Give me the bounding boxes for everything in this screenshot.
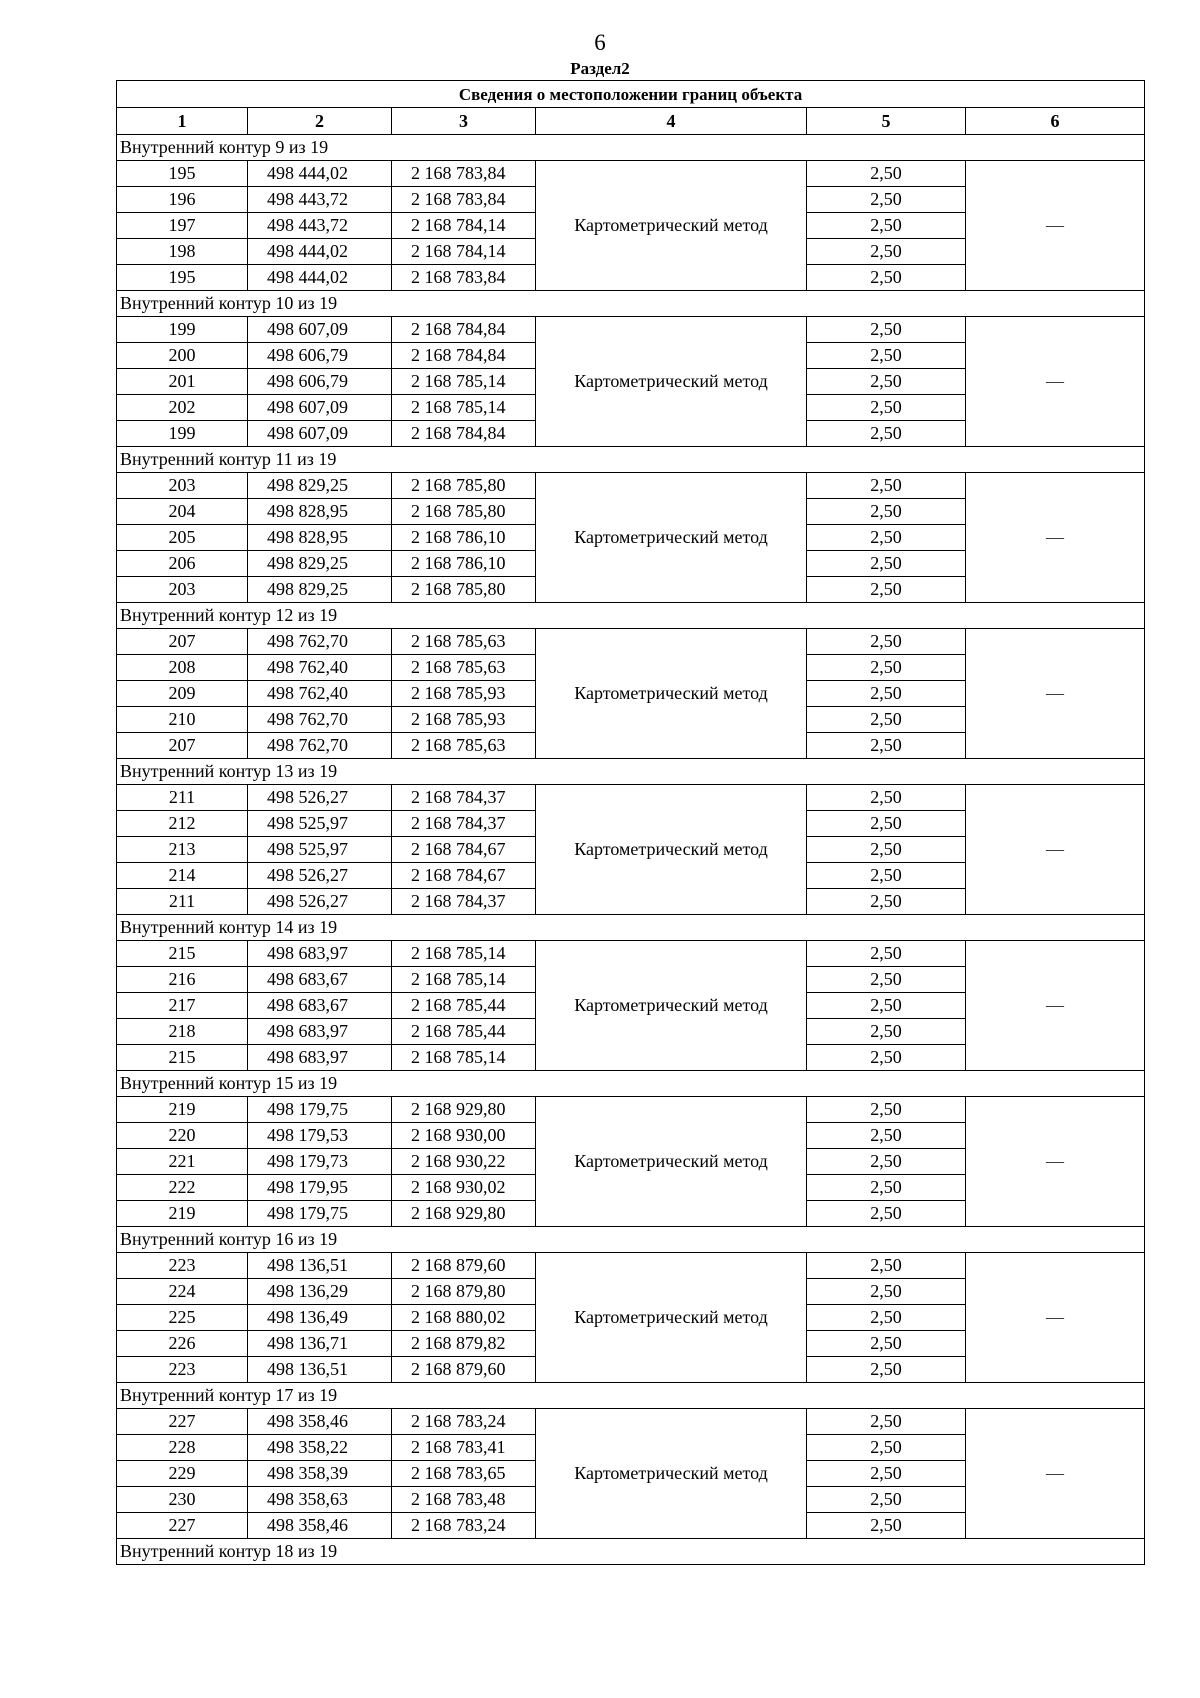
contour-label: Внутренний контур 15 из 19	[117, 1071, 1145, 1097]
accuracy-value: 2,50	[807, 629, 966, 655]
accuracy-value: 2,50	[807, 317, 966, 343]
contour-header-row	[117, 291, 1145, 317]
point-number: 211	[117, 889, 248, 915]
coordinate-y: 2 168 785,63	[392, 733, 536, 759]
coordinate-x: 498 136,49	[248, 1305, 392, 1331]
table-row	[117, 1097, 1145, 1123]
coordinate-y: 2 168 786,10	[392, 525, 536, 551]
contour-header-row	[117, 1227, 1145, 1253]
contour-label: Внутренний контур 17 из 19	[117, 1383, 1145, 1409]
coordinate-x: 498 525,97	[248, 811, 392, 837]
accuracy-value: 2,50	[807, 655, 966, 681]
accuracy-value: 2,50	[807, 707, 966, 733]
accuracy-value: 2,50	[807, 1123, 966, 1149]
method-cell: Картометрический метод	[536, 1253, 807, 1383]
point-number: 219	[117, 1097, 248, 1123]
coordinate-x: 498 762,70	[248, 707, 392, 733]
point-number: 199	[117, 421, 248, 447]
accuracy-value: 2,50	[807, 213, 966, 239]
coordinate-y: 2 168 783,41	[392, 1435, 536, 1461]
contour-label: Внутренний контур 14 из 19	[117, 915, 1145, 941]
contour-label: Внутренний контур 11 из 19	[117, 447, 1145, 473]
coordinate-x: 498 136,71	[248, 1331, 392, 1357]
note-cell: —	[966, 1409, 1145, 1539]
coordinate-x: 498 828,95	[248, 525, 392, 551]
coordinate-y: 2 168 929,80	[392, 1201, 536, 1227]
coordinate-x: 498 358,46	[248, 1409, 392, 1435]
column-header: 6	[966, 108, 1145, 135]
coordinate-x: 498 607,09	[248, 395, 392, 421]
point-number: 220	[117, 1123, 248, 1149]
accuracy-value: 2,50	[807, 681, 966, 707]
point-number: 227	[117, 1513, 248, 1539]
coordinate-y: 2 168 783,24	[392, 1513, 536, 1539]
coordinate-x: 498 136,51	[248, 1253, 392, 1279]
coordinate-y: 2 168 784,67	[392, 837, 536, 863]
coordinate-x: 498 762,70	[248, 629, 392, 655]
coordinate-y: 2 168 930,00	[392, 1123, 536, 1149]
coordinate-y: 2 168 879,80	[392, 1279, 536, 1305]
accuracy-value: 2,50	[807, 239, 966, 265]
coordinate-y: 2 168 785,63	[392, 655, 536, 681]
contour-label: Внутренний контур 13 из 19	[117, 759, 1145, 785]
accuracy-value: 2,50	[807, 1279, 966, 1305]
accuracy-value: 2,50	[807, 577, 966, 603]
point-number: 216	[117, 967, 248, 993]
point-number: 207	[117, 629, 248, 655]
accuracy-value: 2,50	[807, 1045, 966, 1071]
point-number: 204	[117, 499, 248, 525]
coordinate-y: 2 168 785,93	[392, 681, 536, 707]
accuracy-value: 2,50	[807, 1487, 966, 1513]
coordinate-y: 2 168 784,14	[392, 239, 536, 265]
note-cell: —	[966, 161, 1145, 291]
coordinate-x: 498 829,25	[248, 551, 392, 577]
boundary-table	[116, 80, 1145, 1565]
coordinate-x: 498 179,75	[248, 1201, 392, 1227]
coordinate-y: 2 168 785,14	[392, 941, 536, 967]
accuracy-value: 2,50	[807, 551, 966, 577]
method-cell: Картометрический метод	[536, 1097, 807, 1227]
point-number: 200	[117, 343, 248, 369]
point-number: 213	[117, 837, 248, 863]
coordinate-y: 2 168 783,84	[392, 187, 536, 213]
table-title: Сведения о местоположении границ объекта	[117, 81, 1145, 108]
coordinate-y: 2 168 784,37	[392, 811, 536, 837]
note-cell: —	[966, 629, 1145, 759]
accuracy-value: 2,50	[807, 1149, 966, 1175]
column-header: 2	[248, 108, 392, 135]
point-number: 225	[117, 1305, 248, 1331]
coordinate-y: 2 168 785,80	[392, 473, 536, 499]
accuracy-value: 2,50	[807, 421, 966, 447]
section-title: Раздел2	[570, 59, 630, 78]
table-row	[117, 317, 1145, 343]
coordinate-x: 498 444,02	[248, 161, 392, 187]
accuracy-value: 2,50	[807, 889, 966, 915]
coordinate-y: 2 168 784,67	[392, 863, 536, 889]
point-number: 202	[117, 395, 248, 421]
point-number: 197	[117, 213, 248, 239]
accuracy-value: 2,50	[807, 1305, 966, 1331]
column-header: 1	[117, 108, 248, 135]
method-cell: Картометрический метод	[536, 161, 807, 291]
table-row	[117, 941, 1145, 967]
coordinate-y: 2 168 930,02	[392, 1175, 536, 1201]
point-number: 222	[117, 1175, 248, 1201]
coordinate-y: 2 168 784,84	[392, 421, 536, 447]
coordinate-x: 498 526,27	[248, 785, 392, 811]
coordinate-y: 2 168 783,84	[392, 161, 536, 187]
table-title-row	[117, 81, 1145, 108]
coordinate-x: 498 829,25	[248, 577, 392, 603]
point-number: 228	[117, 1435, 248, 1461]
coordinate-x: 498 136,51	[248, 1357, 392, 1383]
accuracy-value: 2,50	[807, 967, 966, 993]
column-header: 5	[807, 108, 966, 135]
note-cell: —	[966, 317, 1145, 447]
coordinate-y: 2 168 785,80	[392, 577, 536, 603]
coordinate-y: 2 168 784,84	[392, 343, 536, 369]
method-cell: Картометрический метод	[536, 473, 807, 603]
accuracy-value: 2,50	[807, 811, 966, 837]
table-body	[117, 81, 1145, 1565]
coordinate-y: 2 168 785,14	[392, 395, 536, 421]
column-header: 3	[392, 108, 536, 135]
table-row	[117, 161, 1145, 187]
contour-label: Внутренний контур 10 из 19	[117, 291, 1145, 317]
coordinate-x: 498 443,72	[248, 187, 392, 213]
point-number: 203	[117, 473, 248, 499]
coordinate-x: 498 358,46	[248, 1513, 392, 1539]
accuracy-value: 2,50	[807, 1019, 966, 1045]
accuracy-value: 2,50	[807, 1513, 966, 1539]
coordinate-y: 2 168 786,10	[392, 551, 536, 577]
accuracy-value: 2,50	[807, 785, 966, 811]
accuracy-value: 2,50	[807, 473, 966, 499]
coordinate-y: 2 168 785,93	[392, 707, 536, 733]
point-number: 223	[117, 1253, 248, 1279]
contour-label: Внутренний контур 16 из 19	[117, 1227, 1145, 1253]
coordinate-x: 498 683,67	[248, 993, 392, 1019]
contour-header-row	[117, 759, 1145, 785]
point-number: 224	[117, 1279, 248, 1305]
point-number: 223	[117, 1357, 248, 1383]
contour-header-row	[117, 1539, 1145, 1565]
coordinate-y: 2 168 880,02	[392, 1305, 536, 1331]
table-row	[117, 785, 1145, 811]
coordinate-y: 2 168 879,82	[392, 1331, 536, 1357]
coordinate-x: 498 358,39	[248, 1461, 392, 1487]
point-number: 211	[117, 785, 248, 811]
note-cell: —	[966, 1097, 1145, 1227]
point-number: 205	[117, 525, 248, 551]
point-number: 215	[117, 1045, 248, 1071]
contour-header-row	[117, 1071, 1145, 1097]
accuracy-value: 2,50	[807, 993, 966, 1019]
coordinate-y: 2 168 783,65	[392, 1461, 536, 1487]
coordinate-x: 498 683,97	[248, 1019, 392, 1045]
point-number: 230	[117, 1487, 248, 1513]
accuracy-value: 2,50	[807, 187, 966, 213]
coordinate-x: 498 525,97	[248, 837, 392, 863]
coordinate-y: 2 168 784,14	[392, 213, 536, 239]
point-number: 195	[117, 265, 248, 291]
point-number: 215	[117, 941, 248, 967]
coordinate-x: 498 829,25	[248, 473, 392, 499]
coordinate-x: 498 179,75	[248, 1097, 392, 1123]
method-cell: Картометрический метод	[536, 785, 807, 915]
coordinate-x: 498 358,22	[248, 1435, 392, 1461]
method-cell: Картометрический метод	[536, 1409, 807, 1539]
point-number: 209	[117, 681, 248, 707]
coordinate-x: 498 683,97	[248, 1045, 392, 1071]
coordinate-y: 2 168 930,22	[392, 1149, 536, 1175]
point-number: 207	[117, 733, 248, 759]
point-number: 196	[117, 187, 248, 213]
coordinate-y: 2 168 785,63	[392, 629, 536, 655]
coordinate-x: 498 607,09	[248, 317, 392, 343]
point-number: 219	[117, 1201, 248, 1227]
coordinate-y: 2 168 784,84	[392, 317, 536, 343]
coordinate-x: 498 179,53	[248, 1123, 392, 1149]
accuracy-value: 2,50	[807, 395, 966, 421]
coordinate-y: 2 168 784,37	[392, 785, 536, 811]
coordinate-y: 2 168 929,80	[392, 1097, 536, 1123]
contour-label: Внутренний контур 12 из 19	[117, 603, 1145, 629]
column-header-row	[117, 108, 1145, 135]
coordinate-x: 498 443,72	[248, 213, 392, 239]
coordinate-y: 2 168 785,14	[392, 369, 536, 395]
contour-header-row	[117, 603, 1145, 629]
accuracy-value: 2,50	[807, 1409, 966, 1435]
coordinate-x: 498 683,67	[248, 967, 392, 993]
contour-label: Внутренний контур 9 из 19	[117, 135, 1145, 161]
note-cell: —	[966, 785, 1145, 915]
accuracy-value: 2,50	[807, 1097, 966, 1123]
accuracy-value: 2,50	[807, 733, 966, 759]
coordinate-y: 2 168 783,48	[392, 1487, 536, 1513]
coordinate-y: 2 168 785,44	[392, 1019, 536, 1045]
coordinate-x: 498 607,09	[248, 421, 392, 447]
point-number: 208	[117, 655, 248, 681]
coordinate-x: 498 683,97	[248, 941, 392, 967]
point-number: 227	[117, 1409, 248, 1435]
accuracy-value: 2,50	[807, 369, 966, 395]
point-number: 221	[117, 1149, 248, 1175]
coordinate-y: 2 168 785,14	[392, 967, 536, 993]
column-header: 4	[536, 108, 807, 135]
coordinate-x: 498 136,29	[248, 1279, 392, 1305]
point-number: 199	[117, 317, 248, 343]
coordinate-y: 2 168 785,44	[392, 993, 536, 1019]
accuracy-value: 2,50	[807, 265, 966, 291]
accuracy-value: 2,50	[807, 161, 966, 187]
coordinate-x: 498 444,02	[248, 265, 392, 291]
point-number: 229	[117, 1461, 248, 1487]
coordinate-x: 498 526,27	[248, 889, 392, 915]
contour-label: Внутренний контур 18 из 19	[117, 1539, 1145, 1565]
note-cell: —	[966, 1253, 1145, 1383]
contour-header-row	[117, 915, 1145, 941]
accuracy-value: 2,50	[807, 1175, 966, 1201]
point-number: 201	[117, 369, 248, 395]
coordinate-y: 2 168 879,60	[392, 1357, 536, 1383]
coordinate-x: 498 606,79	[248, 369, 392, 395]
coordinate-x: 498 828,95	[248, 499, 392, 525]
point-number: 206	[117, 551, 248, 577]
point-number: 210	[117, 707, 248, 733]
table-row	[117, 1409, 1145, 1435]
coordinate-x: 498 762,40	[248, 681, 392, 707]
accuracy-value: 2,50	[807, 525, 966, 551]
accuracy-value: 2,50	[807, 863, 966, 889]
coordinate-x: 498 526,27	[248, 863, 392, 889]
accuracy-value: 2,50	[807, 1357, 966, 1383]
table-row	[117, 1253, 1145, 1279]
contour-header-row	[117, 1383, 1145, 1409]
table-row	[117, 629, 1145, 655]
coordinate-x: 498 606,79	[248, 343, 392, 369]
point-number: 218	[117, 1019, 248, 1045]
coordinate-x: 498 762,70	[248, 733, 392, 759]
accuracy-value: 2,50	[807, 837, 966, 863]
accuracy-value: 2,50	[807, 499, 966, 525]
method-cell: Картометрический метод	[536, 629, 807, 759]
coordinate-y: 2 168 785,14	[392, 1045, 536, 1071]
coordinate-x: 498 179,95	[248, 1175, 392, 1201]
coordinate-y: 2 168 879,60	[392, 1253, 536, 1279]
method-cell: Картометрический метод	[536, 941, 807, 1071]
page-number: 6	[594, 30, 606, 55]
contour-header-row	[117, 135, 1145, 161]
coordinate-x: 498 358,63	[248, 1487, 392, 1513]
coordinate-y: 2 168 785,80	[392, 499, 536, 525]
note-cell: —	[966, 473, 1145, 603]
accuracy-value: 2,50	[807, 1253, 966, 1279]
point-number: 203	[117, 577, 248, 603]
point-number: 212	[117, 811, 248, 837]
coordinate-y: 2 168 784,37	[392, 889, 536, 915]
coordinate-y: 2 168 783,24	[392, 1409, 536, 1435]
coordinate-x: 498 444,02	[248, 239, 392, 265]
accuracy-value: 2,50	[807, 1461, 966, 1487]
coordinate-y: 2 168 783,84	[392, 265, 536, 291]
accuracy-value: 2,50	[807, 941, 966, 967]
point-number: 195	[117, 161, 248, 187]
table-row	[117, 473, 1145, 499]
coordinate-x: 498 179,73	[248, 1149, 392, 1175]
point-number: 214	[117, 863, 248, 889]
accuracy-value: 2,50	[807, 343, 966, 369]
coordinate-x: 498 762,40	[248, 655, 392, 681]
point-number: 217	[117, 993, 248, 1019]
accuracy-value: 2,50	[807, 1201, 966, 1227]
point-number: 198	[117, 239, 248, 265]
contour-header-row	[117, 447, 1145, 473]
note-cell: —	[966, 941, 1145, 1071]
accuracy-value: 2,50	[807, 1435, 966, 1461]
method-cell: Картометрический метод	[536, 317, 807, 447]
point-number: 226	[117, 1331, 248, 1357]
accuracy-value: 2,50	[807, 1331, 966, 1357]
